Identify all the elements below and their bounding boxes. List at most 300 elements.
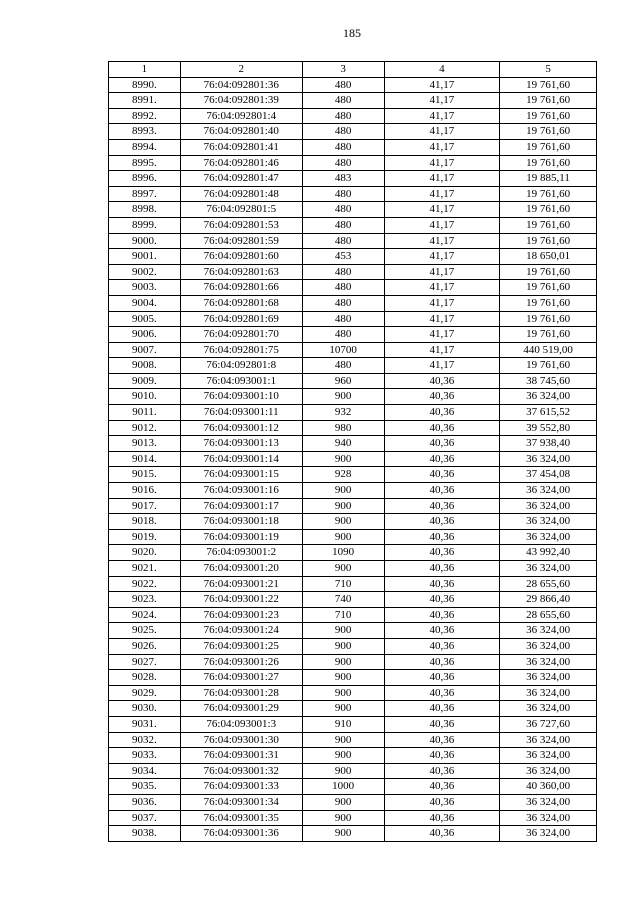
value-cell: 36 324,00 <box>500 561 597 577</box>
value-cell: 19 761,60 <box>500 155 597 171</box>
table-row <box>109 561 597 577</box>
column-header: 5 <box>500 62 597 78</box>
row-number-cell: 9007. <box>109 342 181 358</box>
area-cell: 710 <box>302 607 384 623</box>
cadastral-number-cell: 76:04:092801:8 <box>180 358 302 374</box>
cadastral-number-cell: 76:04:093001:12 <box>180 420 302 436</box>
value-cell: 19 761,60 <box>500 217 597 233</box>
rate-cell: 40,36 <box>384 483 500 499</box>
table-row <box>109 108 597 124</box>
rate-cell: 41,17 <box>384 358 500 374</box>
cadastral-number-cell: 76:04:093001:20 <box>180 561 302 577</box>
area-cell: 900 <box>302 529 384 545</box>
value-cell: 37 615,52 <box>500 405 597 421</box>
area-cell: 740 <box>302 592 384 608</box>
cadastral-number-cell: 76:04:093001:30 <box>180 732 302 748</box>
area-cell: 900 <box>302 701 384 717</box>
table-row <box>109 358 597 374</box>
rate-cell: 41,17 <box>384 171 500 187</box>
value-cell: 36 324,00 <box>500 701 597 717</box>
row-number-cell: 9029. <box>109 685 181 701</box>
value-cell: 29 866,40 <box>500 592 597 608</box>
area-cell: 900 <box>302 763 384 779</box>
row-number-cell: 9028. <box>109 670 181 686</box>
table-row <box>109 420 597 436</box>
value-cell: 19 761,60 <box>500 264 597 280</box>
rate-cell: 40,36 <box>384 623 500 639</box>
table-row <box>109 670 597 686</box>
value-cell: 18 650,01 <box>500 249 597 265</box>
cadastral-number-cell: 76:04:093001:13 <box>180 436 302 452</box>
table-row <box>109 217 597 233</box>
rate-cell: 41,17 <box>384 186 500 202</box>
row-number-cell: 9013. <box>109 436 181 452</box>
table-row <box>109 514 597 530</box>
table-row <box>109 654 597 670</box>
area-cell: 900 <box>302 623 384 639</box>
area-cell: 900 <box>302 389 384 405</box>
table-row <box>109 155 597 171</box>
value-cell: 36 324,00 <box>500 451 597 467</box>
row-number-cell: 9036. <box>109 794 181 810</box>
value-cell: 19 761,60 <box>500 77 597 93</box>
table-row <box>109 233 597 249</box>
rate-cell: 40,36 <box>384 498 500 514</box>
rate-cell: 41,17 <box>384 202 500 218</box>
cadastral-number-cell: 76:04:093001:28 <box>180 685 302 701</box>
page-number: 185 <box>343 26 361 40</box>
rate-cell: 40,36 <box>384 373 500 389</box>
cadastral-number-cell: 76:04:093001:14 <box>180 451 302 467</box>
table-row <box>109 327 597 343</box>
table-row <box>109 732 597 748</box>
rate-cell: 40,36 <box>384 779 500 795</box>
column-header: 2 <box>180 62 302 78</box>
row-number-cell: 9030. <box>109 701 181 717</box>
rate-cell: 40,36 <box>384 748 500 764</box>
table-row <box>109 467 597 483</box>
row-number-cell: 9004. <box>109 295 181 311</box>
row-number-cell: 9025. <box>109 623 181 639</box>
rate-cell: 40,36 <box>384 794 500 810</box>
cadastral-number-cell: 76:04:092801:63 <box>180 264 302 280</box>
row-number-cell: 9022. <box>109 576 181 592</box>
table-row <box>109 202 597 218</box>
cadastral-number-cell: 76:04:093001:32 <box>180 763 302 779</box>
area-cell: 480 <box>302 217 384 233</box>
row-number-cell: 9023. <box>109 592 181 608</box>
area-cell: 480 <box>302 155 384 171</box>
table-row <box>109 623 597 639</box>
rate-cell: 41,17 <box>384 311 500 327</box>
area-cell: 928 <box>302 467 384 483</box>
value-cell: 36 324,00 <box>500 748 597 764</box>
cadastral-number-cell: 76:04:093001:2 <box>180 545 302 561</box>
value-cell: 36 324,00 <box>500 529 597 545</box>
value-cell: 36 324,00 <box>500 810 597 826</box>
area-cell: 453 <box>302 249 384 265</box>
area-cell: 480 <box>302 108 384 124</box>
rate-cell: 41,17 <box>384 124 500 140</box>
area-cell: 480 <box>302 311 384 327</box>
area-cell: 10700 <box>302 342 384 358</box>
area-cell: 900 <box>302 826 384 842</box>
value-cell: 19 761,60 <box>500 327 597 343</box>
value-cell: 19 761,60 <box>500 233 597 249</box>
value-cell: 36 324,00 <box>500 732 597 748</box>
value-cell: 19 761,60 <box>500 311 597 327</box>
area-cell: 480 <box>302 280 384 296</box>
cadastral-number-cell: 76:04:093001:22 <box>180 592 302 608</box>
area-cell: 480 <box>302 202 384 218</box>
rate-cell: 40,36 <box>384 436 500 452</box>
cadastral-number-cell: 76:04:092801:47 <box>180 171 302 187</box>
area-cell: 480 <box>302 264 384 280</box>
cadastral-number-cell: 76:04:093001:21 <box>180 576 302 592</box>
cadastral-number-cell: 76:04:092801:60 <box>180 249 302 265</box>
value-cell: 43 992,40 <box>500 545 597 561</box>
row-number-cell: 9024. <box>109 607 181 623</box>
cadastral-number-cell: 76:04:093001:18 <box>180 514 302 530</box>
table-row <box>109 748 597 764</box>
table-row <box>109 93 597 109</box>
row-number-cell: 9006. <box>109 327 181 343</box>
table-row <box>109 794 597 810</box>
cadastral-number-cell: 76:04:092801:40 <box>180 124 302 140</box>
cadastral-number-cell: 76:04:092801:53 <box>180 217 302 233</box>
row-number-cell: 9017. <box>109 498 181 514</box>
row-number-cell: 9003. <box>109 280 181 296</box>
cadastral-number-cell: 76:04:092801:39 <box>180 93 302 109</box>
row-number-cell: 8991. <box>109 93 181 109</box>
value-cell: 36 324,00 <box>500 654 597 670</box>
rate-cell: 41,17 <box>384 280 500 296</box>
row-number-cell: 9005. <box>109 311 181 327</box>
row-number-cell: 9038. <box>109 826 181 842</box>
rate-cell: 40,36 <box>384 810 500 826</box>
row-number-cell: 9037. <box>109 810 181 826</box>
row-number-cell: 9014. <box>109 451 181 467</box>
header-row <box>109 62 597 78</box>
row-number-cell: 8990. <box>109 77 181 93</box>
table-row <box>109 529 597 545</box>
row-number-cell: 9035. <box>109 779 181 795</box>
table-row <box>109 638 597 654</box>
cadastral-number-cell: 76:04:092801:36 <box>180 77 302 93</box>
table-row <box>109 77 597 93</box>
cadastral-number-cell: 76:04:093001:10 <box>180 389 302 405</box>
area-cell: 900 <box>302 685 384 701</box>
area-cell: 483 <box>302 171 384 187</box>
table-row <box>109 373 597 389</box>
value-cell: 19 761,60 <box>500 280 597 296</box>
value-cell: 36 324,00 <box>500 623 597 639</box>
table-row <box>109 763 597 779</box>
value-cell: 28 655,60 <box>500 607 597 623</box>
row-number-cell: 9026. <box>109 638 181 654</box>
area-cell: 710 <box>302 576 384 592</box>
row-number-cell: 9002. <box>109 264 181 280</box>
value-cell: 36 324,00 <box>500 498 597 514</box>
row-number-cell: 9016. <box>109 483 181 499</box>
value-cell: 37 454,08 <box>500 467 597 483</box>
cadastral-number-cell: 76:04:092801:48 <box>180 186 302 202</box>
rate-cell: 41,17 <box>384 155 500 171</box>
value-cell: 28 655,60 <box>500 576 597 592</box>
area-cell: 480 <box>302 93 384 109</box>
rate-cell: 41,17 <box>384 108 500 124</box>
rate-cell: 40,36 <box>384 670 500 686</box>
value-cell: 36 324,00 <box>500 794 597 810</box>
rate-cell: 41,17 <box>384 77 500 93</box>
rate-cell: 40,36 <box>384 451 500 467</box>
value-cell: 440 519,00 <box>500 342 597 358</box>
rate-cell: 40,36 <box>384 467 500 483</box>
value-cell: 36 324,00 <box>500 670 597 686</box>
rate-cell: 40,36 <box>384 607 500 623</box>
row-number-cell: 9033. <box>109 748 181 764</box>
cadastral-number-cell: 76:04:093001:25 <box>180 638 302 654</box>
row-number-cell: 9031. <box>109 716 181 732</box>
area-cell: 900 <box>302 451 384 467</box>
row-number-cell: 8992. <box>109 108 181 124</box>
value-cell: 19 885,11 <box>500 171 597 187</box>
table-row <box>109 139 597 155</box>
rate-cell: 40,36 <box>384 561 500 577</box>
cadastral-number-cell: 76:04:093001:36 <box>180 826 302 842</box>
row-number-cell: 9000. <box>109 233 181 249</box>
table-row <box>109 576 597 592</box>
cadastral-number-cell: 76:04:092801:75 <box>180 342 302 358</box>
row-number-cell: 9012. <box>109 420 181 436</box>
table-row <box>109 716 597 732</box>
cadastral-number-cell: 76:04:093001:29 <box>180 701 302 717</box>
area-cell: 480 <box>302 77 384 93</box>
rate-cell: 40,36 <box>384 514 500 530</box>
cadastral-number-cell: 76:04:092801:4 <box>180 108 302 124</box>
cadastral-number-cell: 76:04:092801:66 <box>180 280 302 296</box>
area-cell: 900 <box>302 483 384 499</box>
cadastral-number-cell: 76:04:093001:1 <box>180 373 302 389</box>
area-cell: 480 <box>302 124 384 140</box>
table-row <box>109 498 597 514</box>
rate-cell: 41,17 <box>384 342 500 358</box>
area-cell: 480 <box>302 295 384 311</box>
row-number-cell: 8995. <box>109 155 181 171</box>
value-cell: 36 324,00 <box>500 389 597 405</box>
table-row <box>109 592 597 608</box>
table-row <box>109 826 597 842</box>
value-cell: 36 324,00 <box>500 763 597 779</box>
row-number-cell: 9021. <box>109 561 181 577</box>
column-header: 4 <box>384 62 500 78</box>
rate-cell: 40,36 <box>384 716 500 732</box>
row-number-cell: 9001. <box>109 249 181 265</box>
row-number-cell: 8993. <box>109 124 181 140</box>
table-row <box>109 685 597 701</box>
rate-cell: 40,36 <box>384 685 500 701</box>
area-cell: 900 <box>302 498 384 514</box>
table-row <box>109 311 597 327</box>
row-number-cell: 8994. <box>109 139 181 155</box>
cadastral-number-cell: 76:04:093001:3 <box>180 716 302 732</box>
rate-cell: 40,36 <box>384 638 500 654</box>
value-cell: 36 727,60 <box>500 716 597 732</box>
rate-cell: 40,36 <box>384 420 500 436</box>
rate-cell: 40,36 <box>384 405 500 421</box>
cadastral-number-cell: 76:04:093001:24 <box>180 623 302 639</box>
area-cell: 480 <box>302 186 384 202</box>
rate-cell: 40,36 <box>384 389 500 405</box>
rate-cell: 40,36 <box>384 592 500 608</box>
area-cell: 900 <box>302 732 384 748</box>
row-number-cell: 8998. <box>109 202 181 218</box>
table-row <box>109 186 597 202</box>
row-number-cell: 8997. <box>109 186 181 202</box>
table-row <box>109 171 597 187</box>
row-number-cell: 9018. <box>109 514 181 530</box>
rate-cell: 41,17 <box>384 233 500 249</box>
cadastral-number-cell: 76:04:093001:15 <box>180 467 302 483</box>
cadastral-number-cell: 76:04:092801:5 <box>180 202 302 218</box>
value-cell: 19 761,60 <box>500 202 597 218</box>
cadastral-number-cell: 76:04:093001:31 <box>180 748 302 764</box>
cadastral-number-cell: 76:04:092801:69 <box>180 311 302 327</box>
rate-cell: 40,36 <box>384 576 500 592</box>
cadastral-number-cell: 76:04:093001:27 <box>180 670 302 686</box>
row-number-cell: 9020. <box>109 545 181 561</box>
rate-cell: 40,36 <box>384 732 500 748</box>
cadastral-number-cell: 76:04:093001:17 <box>180 498 302 514</box>
area-cell: 900 <box>302 561 384 577</box>
area-cell: 900 <box>302 810 384 826</box>
row-number-cell: 9034. <box>109 763 181 779</box>
rate-cell: 40,36 <box>384 826 500 842</box>
area-cell: 1090 <box>302 545 384 561</box>
table-row <box>109 451 597 467</box>
area-cell: 480 <box>302 358 384 374</box>
row-number-cell: 9027. <box>109 654 181 670</box>
row-number-cell: 9032. <box>109 732 181 748</box>
table-row <box>109 483 597 499</box>
area-cell: 960 <box>302 373 384 389</box>
table-row <box>109 405 597 421</box>
table-row <box>109 264 597 280</box>
table-row <box>109 249 597 265</box>
table-row <box>109 779 597 795</box>
rate-cell: 40,36 <box>384 654 500 670</box>
row-number-cell: 8996. <box>109 171 181 187</box>
value-cell: 37 938,40 <box>500 436 597 452</box>
value-cell: 19 761,60 <box>500 186 597 202</box>
rate-cell: 40,36 <box>384 529 500 545</box>
rate-cell: 41,17 <box>384 93 500 109</box>
rate-cell: 41,17 <box>384 295 500 311</box>
value-cell: 19 761,60 <box>500 93 597 109</box>
area-cell: 900 <box>302 514 384 530</box>
value-cell: 36 324,00 <box>500 483 597 499</box>
value-cell: 19 761,60 <box>500 295 597 311</box>
cadastral-number-cell: 76:04:092801:68 <box>180 295 302 311</box>
row-number-cell: 9009. <box>109 373 181 389</box>
value-cell: 19 761,60 <box>500 139 597 155</box>
rate-cell: 41,17 <box>384 327 500 343</box>
rate-cell: 41,17 <box>384 217 500 233</box>
table-row <box>109 280 597 296</box>
table-row <box>109 342 597 358</box>
area-cell: 900 <box>302 670 384 686</box>
value-cell: 19 761,60 <box>500 124 597 140</box>
area-cell: 480 <box>302 233 384 249</box>
area-cell: 900 <box>302 794 384 810</box>
value-cell: 40 360,00 <box>500 779 597 795</box>
cadastral-number-cell: 76:04:092801:70 <box>180 327 302 343</box>
cadastral-number-cell: 76:04:093001:19 <box>180 529 302 545</box>
area-cell: 900 <box>302 654 384 670</box>
area-cell: 900 <box>302 748 384 764</box>
cadastral-number-cell: 76:04:093001:34 <box>180 794 302 810</box>
cadastral-number-cell: 76:04:093001:26 <box>180 654 302 670</box>
value-cell: 36 324,00 <box>500 638 597 654</box>
cadastral-number-cell: 76:04:093001:33 <box>180 779 302 795</box>
table-row <box>109 810 597 826</box>
rate-cell: 40,36 <box>384 701 500 717</box>
value-cell: 19 761,60 <box>500 358 597 374</box>
cadastral-number-cell: 76:04:093001:16 <box>180 483 302 499</box>
table-row <box>109 295 597 311</box>
column-header: 3 <box>302 62 384 78</box>
area-cell: 980 <box>302 420 384 436</box>
table-row <box>109 545 597 561</box>
area-cell: 900 <box>302 638 384 654</box>
cadastral-number-cell: 76:04:092801:59 <box>180 233 302 249</box>
table-body <box>109 77 597 841</box>
value-cell: 39 552,80 <box>500 420 597 436</box>
table-row <box>109 124 597 140</box>
row-number-cell: 9011. <box>109 405 181 421</box>
value-cell: 36 324,00 <box>500 826 597 842</box>
table-row <box>109 436 597 452</box>
area-cell: 480 <box>302 327 384 343</box>
area-cell: 480 <box>302 139 384 155</box>
rate-cell: 41,17 <box>384 264 500 280</box>
area-cell: 932 <box>302 405 384 421</box>
cadastral-number-cell: 76:04:093001:23 <box>180 607 302 623</box>
column-header: 1 <box>109 62 181 78</box>
cadastral-number-cell: 76:04:092801:46 <box>180 155 302 171</box>
area-cell: 1000 <box>302 779 384 795</box>
row-number-cell: 9010. <box>109 389 181 405</box>
rate-cell: 41,17 <box>384 249 500 265</box>
row-number-cell: 9015. <box>109 467 181 483</box>
value-cell: 36 324,00 <box>500 514 597 530</box>
table-row <box>109 389 597 405</box>
value-cell: 19 761,60 <box>500 108 597 124</box>
row-number-cell: 8999. <box>109 217 181 233</box>
row-number-cell: 9008. <box>109 358 181 374</box>
data-table <box>108 61 597 842</box>
rate-cell: 40,36 <box>384 763 500 779</box>
area-cell: 940 <box>302 436 384 452</box>
area-cell: 910 <box>302 716 384 732</box>
cadastral-number-cell: 76:04:093001:11 <box>180 405 302 421</box>
table-header <box>109 62 597 78</box>
table-row <box>109 607 597 623</box>
table-row <box>109 701 597 717</box>
cadastral-number-cell: 76:04:092801:41 <box>180 139 302 155</box>
row-number-cell: 9019. <box>109 529 181 545</box>
rate-cell: 41,17 <box>384 139 500 155</box>
